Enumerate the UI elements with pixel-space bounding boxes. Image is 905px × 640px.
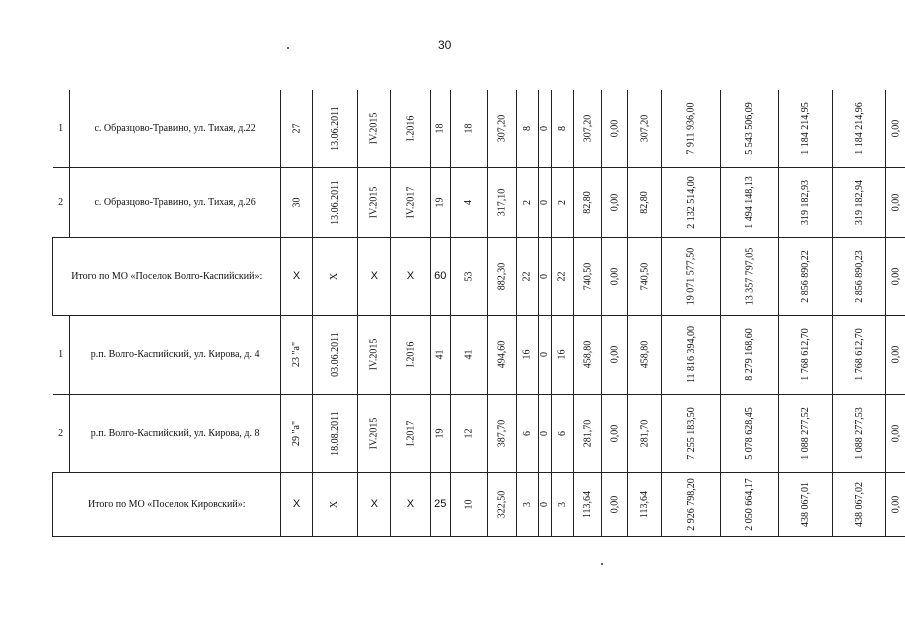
- cell-value: I.2016: [404, 341, 416, 368]
- value-cell: [358, 237, 391, 315]
- row-number: 1: [53, 90, 70, 167]
- cell-value: I.2017: [404, 420, 416, 446]
- cell-value: 387,70: [496, 419, 508, 447]
- cell-value: 16: [556, 349, 568, 360]
- value-cell: [391, 237, 431, 315]
- cell-value: 317,10: [496, 188, 508, 216]
- cell-value: 1 088 277,53: [853, 406, 865, 460]
- cell-value: 882,30: [496, 262, 508, 290]
- cell-value: 0,00: [609, 424, 621, 442]
- x-mark: X: [370, 270, 378, 282]
- value-cell: [627, 90, 661, 167]
- cell-value: 0: [539, 125, 551, 131]
- cell-value: IV.2015: [368, 417, 380, 449]
- value-cell: [602, 237, 628, 315]
- cell-value: 19 071 577,50: [685, 247, 697, 305]
- cell-value: 19: [434, 197, 446, 207]
- cell-value: 0,00: [609, 193, 621, 211]
- value-cell: [573, 90, 602, 167]
- value-cell: [573, 167, 602, 237]
- value-cell: [720, 167, 779, 237]
- cell-value: 113,64: [582, 490, 594, 518]
- value-cell: [832, 472, 886, 536]
- cell-value: 4: [463, 199, 475, 205]
- value-cell: [662, 237, 721, 315]
- value-cell: [516, 394, 538, 472]
- table-row: [53, 394, 905, 472]
- cell-value: 30: [291, 197, 303, 207]
- address-cell: р.п. Волго-Каспийский, ул. Кирова, д. 8: [69, 394, 281, 472]
- cell-value: 19: [434, 428, 446, 438]
- value-cell: [391, 472, 431, 536]
- cell-value: 2 132 514,00: [685, 175, 697, 229]
- value-cell: [430, 394, 450, 472]
- value-cell: [312, 167, 358, 237]
- value-cell: [358, 394, 391, 472]
- value-cell: [662, 394, 721, 472]
- cell-value: 0,00: [890, 495, 902, 513]
- value-cell: [832, 315, 886, 394]
- value-cell: [450, 237, 488, 315]
- value-cell: [358, 167, 391, 237]
- cell-value: 307,20: [496, 114, 508, 142]
- cell-value: 12: [463, 428, 475, 438]
- scan-speck: [601, 563, 603, 565]
- cell-value: IV.2015: [368, 338, 380, 371]
- cell-value: 1 768 612,70: [853, 328, 865, 381]
- cell-value: 8: [556, 125, 568, 131]
- value-cell: [538, 472, 551, 536]
- cell-value: 29 "а": [291, 420, 303, 446]
- value-cell: [516, 90, 538, 167]
- cell-value: 2 856 890,22: [800, 249, 812, 303]
- value-cell: [538, 90, 551, 167]
- cell-value: 18: [463, 123, 475, 134]
- value-cell: [281, 394, 312, 472]
- x-mark: X: [292, 498, 301, 510]
- value-cell: [573, 394, 602, 472]
- value-cell: [488, 315, 517, 394]
- cell-value: 2 856 890,23: [853, 249, 865, 303]
- cell-value: 740,50: [639, 262, 651, 290]
- x-mark: X: [370, 498, 378, 510]
- row-number: 2: [53, 167, 70, 237]
- value-cell: [281, 167, 312, 237]
- value-cell: [430, 90, 450, 167]
- table-row: [53, 315, 905, 394]
- cell-value: IV.2015: [368, 112, 380, 145]
- cell-value: 82,80: [639, 190, 651, 214]
- value-cell: [516, 315, 538, 394]
- address-cell: с. Образцово-Травино, ул. Тихая, д.26: [69, 167, 281, 237]
- total-label: Итого по МО «Поселок Волго-Каспийский»:: [53, 237, 281, 315]
- value-cell: [281, 90, 312, 167]
- value-cell: [391, 394, 431, 472]
- cell-value: IV.2015: [368, 186, 380, 218]
- value-cell: [573, 315, 602, 394]
- cell-value: 281,70: [639, 419, 651, 447]
- value-cell: [430, 472, 450, 536]
- value-cell: [551, 237, 573, 315]
- value-cell: [662, 90, 721, 167]
- value-cell: [312, 315, 358, 394]
- cell-value: 6: [556, 430, 568, 436]
- value-cell: [312, 394, 358, 472]
- value-cell: [312, 237, 358, 315]
- cell-value: 494,60: [496, 340, 508, 369]
- value-cell: [602, 472, 628, 536]
- cell-value: 0,00: [890, 119, 902, 137]
- value-cell: [538, 315, 551, 394]
- total-label: Итого по МО «Поселок Кировский»:: [53, 472, 281, 536]
- value-cell: [488, 394, 517, 472]
- cell-value: 10: [463, 499, 475, 509]
- cell-value: 7 911 936,00: [685, 102, 697, 155]
- cell-value: 8: [521, 125, 533, 131]
- cell-value: 82,80: [582, 190, 594, 214]
- cell-value: 22: [521, 271, 533, 281]
- cell-value: I.2016: [404, 115, 416, 142]
- address-cell: с. Образцово-Травино, ул. Тихая, д.22: [69, 90, 281, 167]
- cell-value: 0,00: [609, 345, 621, 364]
- value-cell: [516, 167, 538, 237]
- value-cell: [627, 167, 661, 237]
- cell-value: 0,00: [890, 267, 902, 285]
- cell-value: X: [329, 500, 341, 508]
- value-cell: [779, 472, 833, 536]
- value-cell: [602, 315, 628, 394]
- value-cell: [488, 472, 517, 536]
- value-cell: [779, 237, 833, 315]
- value-cell: [573, 472, 602, 536]
- cell-value: X: [329, 272, 341, 280]
- value-cell: [488, 90, 517, 167]
- cell-value: 0: [539, 430, 551, 436]
- cell-value: 41: [463, 349, 475, 360]
- value-cell: [662, 167, 721, 237]
- value-cell: [602, 90, 628, 167]
- value-cell: [450, 394, 488, 472]
- value-cell: [450, 90, 488, 167]
- cell-value: 740,50: [582, 262, 594, 290]
- x-mark: X: [406, 270, 415, 282]
- value-cell: [573, 237, 602, 315]
- cell-value: 23 "а": [291, 341, 303, 368]
- value-cell: [886, 315, 905, 394]
- address-cell: р.п. Волго-Каспийский, ул. Кирова, д. 4: [69, 315, 281, 394]
- value-cell: [538, 394, 551, 472]
- value-cell: [358, 315, 391, 394]
- cell-value: 319 182,93: [800, 179, 812, 225]
- construction-table: [52, 90, 905, 537]
- table-row: [53, 167, 905, 237]
- cell-value: 0,00: [609, 119, 621, 137]
- value-cell: [832, 90, 886, 167]
- scan-speck: [287, 47, 289, 49]
- cell-value: 307,20: [639, 114, 651, 142]
- x-mark: 60: [434, 270, 447, 282]
- value-cell: [779, 167, 833, 237]
- value-cell: [281, 472, 312, 536]
- value-cell: [720, 472, 779, 536]
- value-cell: [391, 167, 431, 237]
- value-cell: [312, 472, 358, 536]
- cell-value: 13 357 797,05: [744, 247, 756, 305]
- value-cell: [627, 472, 661, 536]
- cell-value: 13.06.2011: [329, 105, 341, 151]
- value-cell: [430, 237, 450, 315]
- cell-value: 18: [434, 123, 446, 134]
- cell-value: 2: [521, 199, 533, 205]
- value-cell: [627, 237, 661, 315]
- cell-value: 319 182,94: [853, 179, 865, 225]
- cell-value: 458,80: [582, 340, 594, 369]
- value-cell: [516, 472, 538, 536]
- row-number: 1: [53, 315, 70, 394]
- value-cell: [720, 237, 779, 315]
- cell-value: 5 078 628,45: [744, 406, 756, 460]
- value-cell: [516, 237, 538, 315]
- value-cell: [488, 167, 517, 237]
- cell-value: 1 184 214,95: [800, 102, 812, 155]
- value-cell: [430, 167, 450, 237]
- cell-value: 438 067,02: [853, 481, 865, 527]
- value-cell: [312, 90, 358, 167]
- x-mark: X: [292, 270, 301, 282]
- value-cell: [551, 90, 573, 167]
- cell-value: 03.06.2011: [329, 332, 341, 377]
- value-cell: [720, 394, 779, 472]
- value-cell: [720, 90, 779, 167]
- value-cell: [281, 315, 312, 394]
- cell-value: 0,00: [609, 495, 621, 513]
- value-cell: [886, 237, 905, 315]
- cell-value: 458,80: [639, 340, 651, 369]
- value-cell: [391, 90, 431, 167]
- table-row: [53, 90, 905, 167]
- cell-value: 0,00: [890, 424, 902, 442]
- cell-value: 1 768 612,70: [800, 328, 812, 381]
- value-cell: [450, 167, 488, 237]
- value-cell: [779, 394, 833, 472]
- value-cell: [627, 394, 661, 472]
- value-cell: [551, 472, 573, 536]
- value-cell: [538, 237, 551, 315]
- table-body: [53, 90, 905, 536]
- value-cell: [551, 167, 573, 237]
- value-cell: [832, 394, 886, 472]
- value-cell: [886, 394, 905, 472]
- cell-value: 1 184 214,96: [853, 102, 865, 155]
- cell-value: 2 926 798,20: [685, 477, 697, 531]
- cell-value: 2 050 664,17: [744, 477, 756, 531]
- cell-value: 41: [434, 349, 446, 360]
- value-cell: [281, 237, 312, 315]
- cell-value: 2: [556, 199, 568, 205]
- cell-value: 8 279 168,60: [744, 328, 756, 381]
- value-cell: [391, 315, 431, 394]
- cell-value: 27: [291, 123, 303, 134]
- value-cell: [886, 90, 905, 167]
- total-row: [53, 237, 905, 315]
- cell-value: 3: [521, 501, 533, 507]
- value-cell: [358, 472, 391, 536]
- value-cell: [720, 315, 779, 394]
- cell-value: 281,70: [582, 419, 594, 447]
- value-cell: [358, 90, 391, 167]
- cell-value: 0: [539, 501, 551, 507]
- value-cell: [832, 167, 886, 237]
- value-cell: [662, 315, 721, 394]
- x-mark: 25: [434, 498, 447, 510]
- value-cell: [886, 167, 905, 237]
- cell-value: 6: [521, 430, 533, 436]
- value-cell: [430, 315, 450, 394]
- value-cell: [627, 315, 661, 394]
- cell-value: 1 494 148,13: [744, 175, 756, 229]
- cell-value: 11 816 394,00: [685, 325, 697, 384]
- value-cell: [450, 315, 488, 394]
- cell-value: IV.2017: [404, 186, 416, 218]
- cell-value: 18.08.2011: [329, 410, 341, 456]
- cell-value: 22: [556, 271, 568, 281]
- cell-value: 322,50: [496, 490, 508, 518]
- cell-value: 113,64: [639, 490, 651, 518]
- row-number: 2: [53, 394, 70, 472]
- value-cell: [886, 472, 905, 536]
- page-number: 30: [438, 38, 452, 52]
- total-row: [53, 472, 905, 536]
- value-cell: [602, 394, 628, 472]
- cell-value: 3: [556, 501, 568, 507]
- cell-value: 0,00: [890, 193, 902, 211]
- cell-value: 1 088 277,52: [800, 406, 812, 460]
- cell-value: 0: [539, 352, 551, 357]
- cell-value: 438 067,01: [800, 481, 812, 527]
- value-cell: [551, 315, 573, 394]
- cell-value: 5 543 506,09: [744, 102, 756, 155]
- value-cell: [832, 237, 886, 315]
- value-cell: [602, 167, 628, 237]
- value-cell: [450, 472, 488, 536]
- cell-value: 16: [521, 349, 533, 360]
- value-cell: [779, 90, 833, 167]
- cell-value: 0,00: [890, 345, 902, 364]
- value-cell: [779, 315, 833, 394]
- cell-value: 0,00: [609, 267, 621, 285]
- value-cell: [662, 472, 721, 536]
- value-cell: [551, 394, 573, 472]
- cell-value: 0: [539, 199, 551, 205]
- x-mark: X: [406, 498, 415, 510]
- value-cell: [488, 237, 517, 315]
- cell-value: 53: [463, 271, 475, 281]
- cell-value: 0: [539, 273, 551, 279]
- cell-value: 7 255 183,50: [685, 406, 697, 460]
- value-cell: [538, 167, 551, 237]
- cell-value: 13.06.2011: [329, 179, 341, 225]
- cell-value: 307,20: [582, 114, 594, 142]
